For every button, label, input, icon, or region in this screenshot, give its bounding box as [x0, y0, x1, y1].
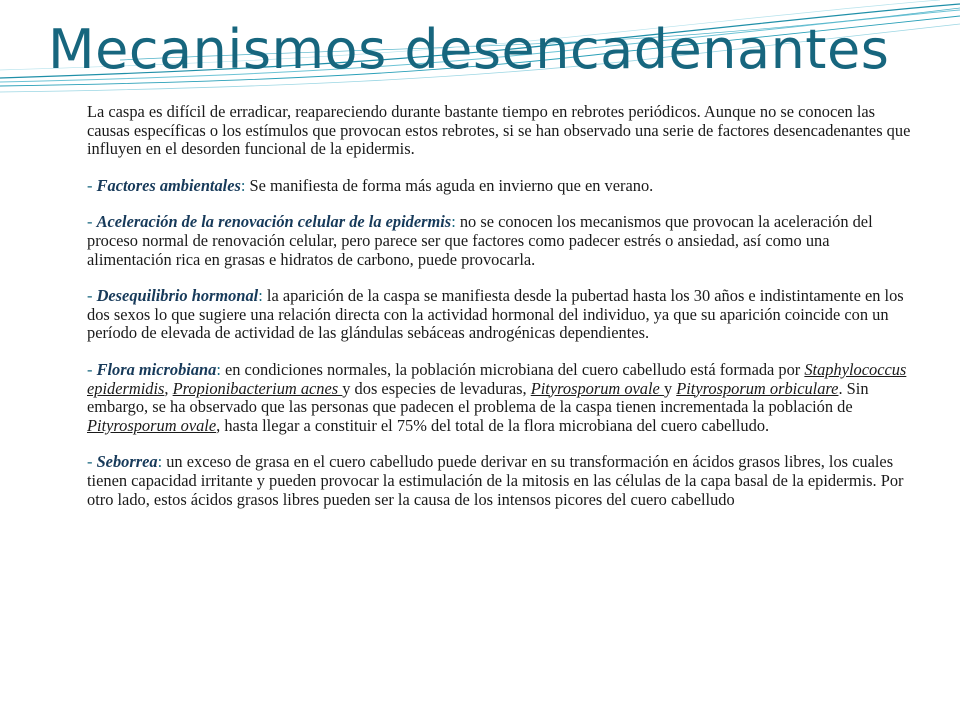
item-term: Factores ambientales — [96, 175, 241, 195]
item-dash: - — [87, 359, 97, 379]
item-text: no se conocen los mecanismos que provocan la aceleración del proceso normal de renovación celular, pero parece ser que factores como padecer estrés o ansiedad, así como una alimentación rica en grasas e hidratos de carbono, puede provocarla. — [87, 212, 873, 269]
list-item — [87, 287, 917, 343]
item-text: en condiciones normales, la población microbiana del cuero cabelludo está formada por — [220, 359, 805, 379]
item-text: , — [164, 378, 173, 398]
slide-body — [87, 103, 917, 527]
item-text: y dos especies de levaduras, — [342, 378, 531, 398]
item-separator: : — [258, 286, 263, 306]
item-separator: : — [216, 359, 221, 379]
item-term: Seborrea — [96, 452, 158, 472]
item-text: , hasta llegar a constituir el 75% del total de la flora microbiana del cuero cabelludo. — [216, 415, 770, 435]
item-text: . Sin embargo, se ha observado que las personas que padecen el problema de la caspa tienen incrementada la población de — [87, 378, 869, 417]
item-dash: - — [87, 175, 97, 195]
item-term: Desequilibrio hormonal — [96, 286, 259, 306]
species-name: Pityrosporum ovale — [87, 415, 217, 435]
item-term: Flora microbiana — [96, 359, 217, 379]
item-separator: : — [157, 452, 163, 472]
item-text: y — [663, 378, 677, 398]
item-dash: - — [87, 452, 97, 472]
list-item — [87, 213, 917, 269]
species-name: Pityrosporum ovale — [530, 378, 664, 398]
slide-title: Mecanismos desencadenantes — [48, 18, 890, 81]
species-name: Propionibacterium acnes — [172, 378, 343, 398]
item-dash: - — [87, 212, 97, 232]
item-term: Aceleración de la renovación celular de la epidermis — [96, 212, 452, 232]
item-separator: : — [451, 212, 456, 232]
species-name: Pityrosporum orbiculare — [676, 378, 839, 398]
item-text: Se manifiesta de forma más aguda en invierno que en verano. — [245, 175, 654, 195]
item-text: la aparición de la caspa se manifiesta desde la pubertad hasta los 30 años e indistintamente en los dos sexos lo que sugiere una relación directa con la actividad hormonal del individuo, ya que su aparición coincide con un período de elevada de actividad de las glándulas sebáceas androgénicas dependientes. — [87, 286, 904, 343]
list-item — [87, 453, 917, 509]
species-name: Staphylococcus epidermidis — [87, 359, 907, 398]
list-item — [87, 177, 917, 196]
item-dash: - — [87, 286, 97, 306]
list-item — [87, 361, 917, 435]
item-separator: : — [240, 175, 246, 195]
item-text: un exceso de grasa en el cuero cabelludo puede derivar en su transformación en ácidos grasos libres, los cuales tienen capacidad irritante y pueden provocar la estimulación de la mitosis en las células de la capa basal de la epidermis. Por otro lado, estos ácidos grasos libres pueden ser la causa de los intensos picores del cuero cabelludo — [87, 452, 904, 509]
intro-paragraph: La caspa es difícil de erradicar, reapareciendo durante bastante tiempo en rebrotes periódicos. Aunque no se conocen las causas específicas o los estímulos que provocan estos rebrotes, si se han observado una serie de factores desencadenantes que influyen en el desorden funcional de la epidermis. — [87, 102, 911, 159]
